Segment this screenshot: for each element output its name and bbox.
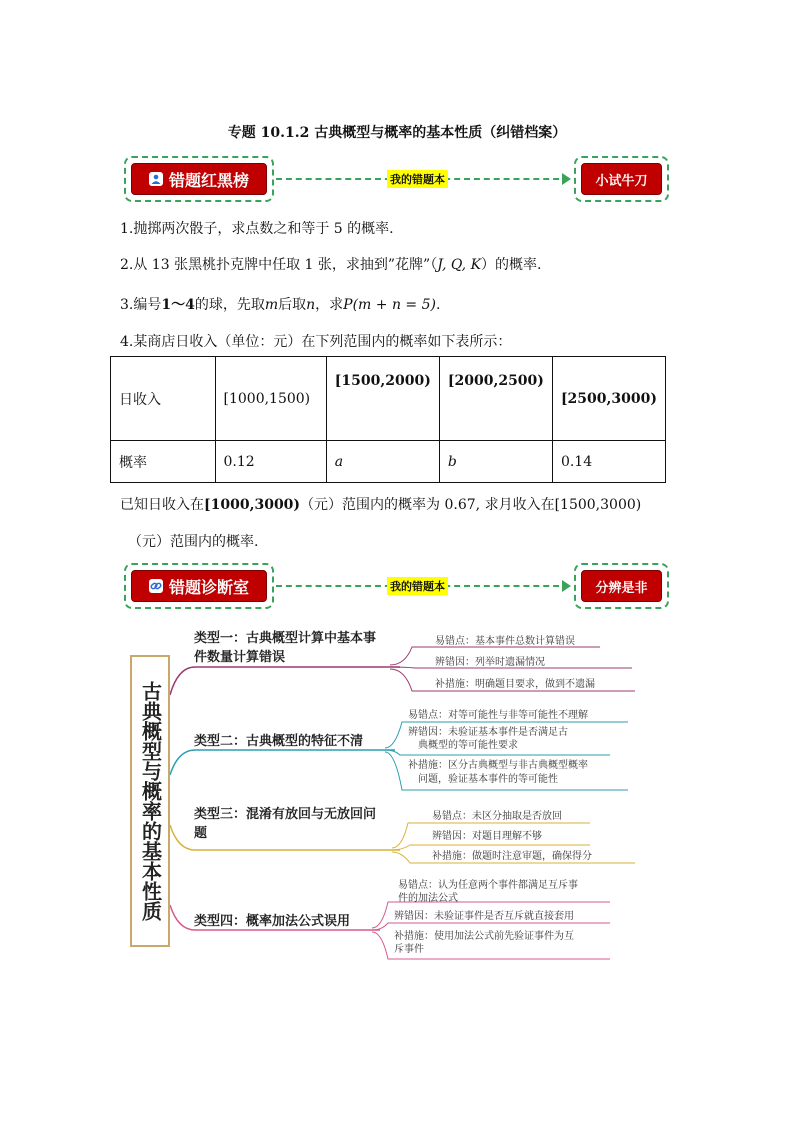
type-1-item: 补措施：明确题目要求，做到不遗漏 xyxy=(435,679,595,690)
table-cell: b xyxy=(439,441,552,483)
type-4-item: 易错点：认为任意两个事件都满足互斥事 xyxy=(398,880,578,891)
cond-text-a: 已知日收入在 xyxy=(120,497,204,513)
type-4-item: 件的加法公式 xyxy=(398,893,458,904)
q3-period: . xyxy=(435,297,441,313)
wrong-list-button[interactable] xyxy=(124,156,274,202)
arrow-right-icon xyxy=(562,580,571,592)
diagnosis-label: 错题诊断室 xyxy=(168,577,249,597)
type-2-item: 易错点：对等可能性与非等可能性不理解 xyxy=(408,710,588,721)
type-3-title xyxy=(194,805,409,843)
type-2-item: 辨错因：未验证基本事件是否满足古 xyxy=(408,727,568,738)
link-icon xyxy=(149,579,163,593)
q3-var-m: m xyxy=(264,297,279,313)
q3-text-g: ，求 xyxy=(315,297,344,313)
q3-text-c: 的球，先取 xyxy=(194,297,265,313)
practice-label: 小试牛刀 xyxy=(581,163,662,195)
table-row xyxy=(111,357,666,441)
mind-map-root xyxy=(130,655,170,947)
table-cell: [2000,2500) xyxy=(439,357,552,441)
type-4-item: 补措施：使用加法公式前先验证事件为互 xyxy=(394,931,574,942)
table-cell: 0.12 xyxy=(215,441,326,483)
probability-table xyxy=(110,356,666,483)
type-1-title-line2: 件数量计算错误 xyxy=(194,650,286,665)
cond-range-1: [1000,3000) xyxy=(204,497,301,513)
type-4-item: 斥事件 xyxy=(394,944,424,955)
type-3-item: 辨错因：对题目理解不够 xyxy=(432,831,542,842)
question-2-tail: ）的概率. xyxy=(481,257,542,273)
table-cell: 0.14 xyxy=(552,441,665,483)
table-cell: a xyxy=(326,441,439,483)
type-4-item: 辨错因：未验证事件是否互斥就直接套用 xyxy=(394,911,574,922)
notebook-label: 我的错题本 xyxy=(387,577,448,595)
type-2-item: 典概型的等可能性要求 xyxy=(418,740,518,751)
type-3-title-line2: 题 xyxy=(194,826,208,841)
type-1-title xyxy=(194,629,409,667)
table-cell: 概率 xyxy=(111,441,216,483)
diagnosis-button[interactable] xyxy=(124,563,274,609)
cond-text-c: （元）范围内的概率为 0.67, 求月收入在 xyxy=(300,497,555,513)
table-cell: [1500,2000) xyxy=(326,357,439,441)
type-1-item: 易错点：基本事件总数计算错误 xyxy=(435,636,575,647)
type-3-item: 易错点：未区分抽取是否放回 xyxy=(432,811,562,822)
condition-line-2: （元）范围内的概率. xyxy=(128,534,259,550)
condition-line xyxy=(120,494,641,514)
q3-range: 1～4 xyxy=(161,297,195,313)
table-row xyxy=(111,441,666,483)
banner-wrong-list xyxy=(124,156,669,204)
type-3-title-line1: 类型三：混淆有放回与无放回问 xyxy=(194,807,377,822)
root-label: 古典概型与概率的基本性质 xyxy=(138,681,163,921)
face-cards: J, Q, K xyxy=(437,257,482,273)
wrong-list-label: 错题红黑榜 xyxy=(168,170,249,190)
question-3 xyxy=(120,294,440,314)
notebook-label: 我的错题本 xyxy=(387,170,448,188)
mind-map xyxy=(130,625,670,965)
question-2-text: 2.从 13 张黑桃扑克牌中任取 1 张，求抽到”花牌”（ xyxy=(120,257,438,273)
discern-button[interactable] xyxy=(574,563,669,609)
type-3-item: 补措施：做题时注意审题，确保得分 xyxy=(432,851,592,862)
page-title: 专题 10.1.2 古典概型与概率的基本性质（纠错档案） xyxy=(227,125,567,141)
user-icon xyxy=(149,172,163,186)
question-4: 4.某商店日收入（单位：元）在下列范围内的概率如下表所示： xyxy=(120,334,512,350)
type-1-title-line1: 类型一：古典概型计算中基本事 xyxy=(194,631,377,646)
discern-label: 分辨是非 xyxy=(581,570,662,602)
question-2 xyxy=(120,254,542,274)
question-1: 1.抛掷两次骰子，求点数之和等于 5 的概率. xyxy=(120,221,394,237)
cond-range-2: [1500,3000) xyxy=(554,497,642,513)
banner-diagnosis xyxy=(124,563,669,611)
type-4-title: 类型四：概率加法公式误用 xyxy=(194,914,351,929)
table-cell: [1000,1500) xyxy=(215,357,326,441)
arrow-right-icon xyxy=(562,173,571,185)
type-2-item: 补措施：区分古典概型与非古典概型概率 xyxy=(408,760,588,771)
table-cell: 日收入 xyxy=(111,357,216,441)
type-2-title: 类型二：古典概型的特征不清 xyxy=(194,734,364,749)
type-1-item: 辨错因：列举时遗漏情况 xyxy=(435,657,545,668)
type-2-item: 问题，验证基本事件的等可能性 xyxy=(418,774,558,785)
table-cell: [2500,3000) xyxy=(552,357,665,441)
practice-button[interactable] xyxy=(574,156,669,202)
q3-text-a: 3.编号 xyxy=(120,297,162,313)
q3-var-n: n xyxy=(306,297,316,313)
q3-text-e: 后取 xyxy=(278,297,307,313)
q3-formula: P(m + n = 5) xyxy=(343,297,436,313)
